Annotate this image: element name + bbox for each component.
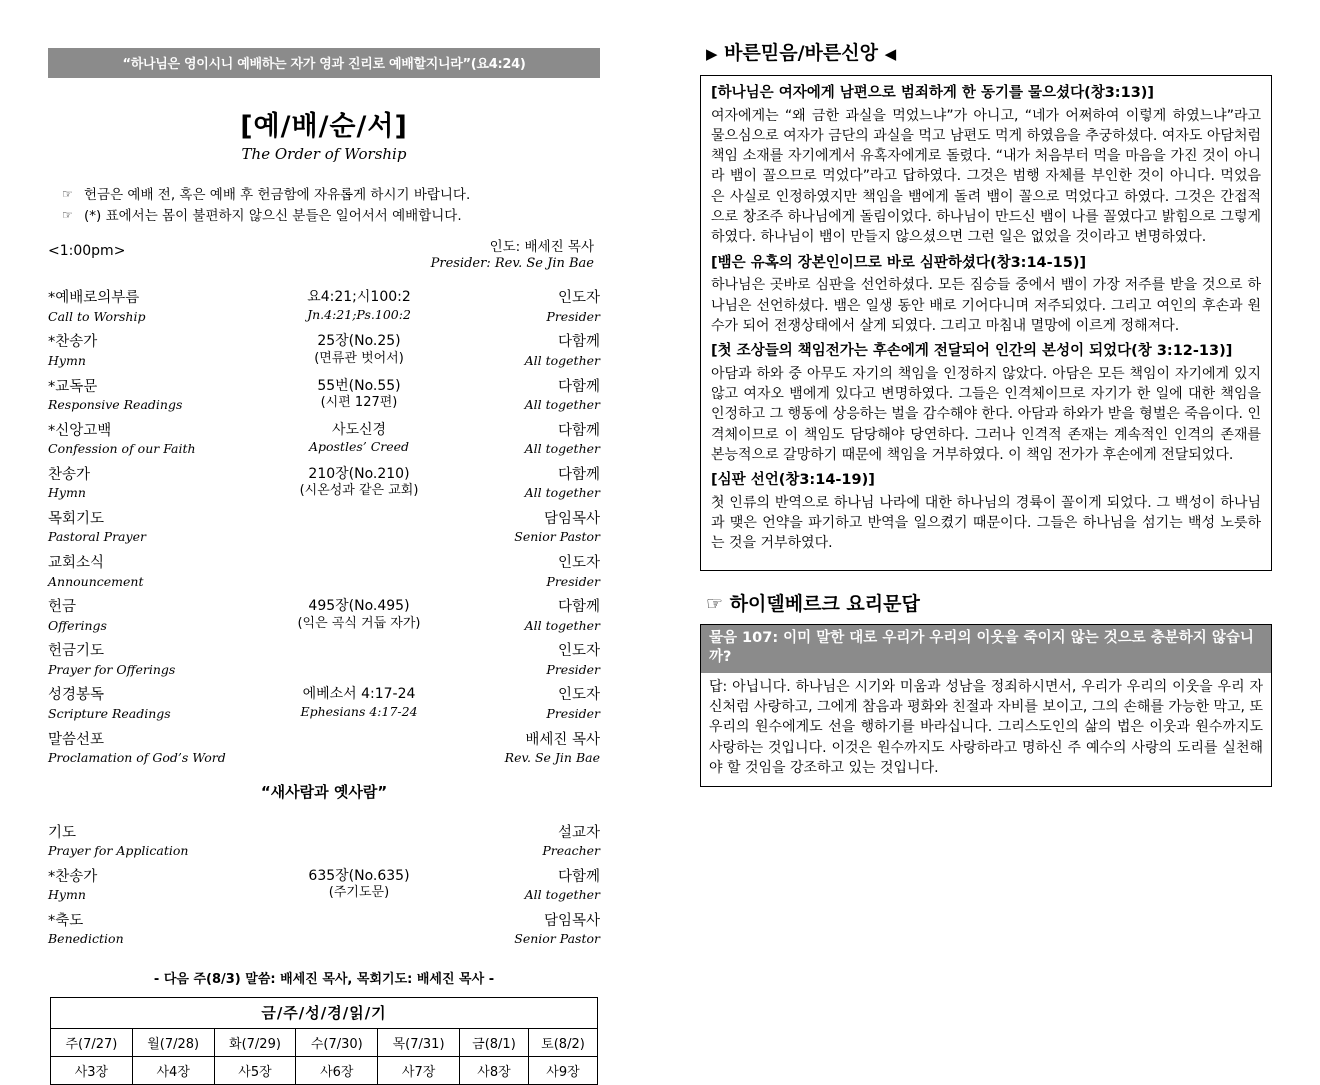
sermon-title: “새사람과 옛사람” <box>260 782 388 801</box>
note-item <box>62 185 600 206</box>
bible-reading-cell: 사6장 <box>296 1057 378 1085</box>
catechism-heading-text: 하이델베르크 요리문답 <box>729 592 920 615</box>
note-text: 헌금은 예배 전, 혹은 예배 후 헌금함에 자유롭게 하시기 바랍니다. <box>84 187 471 203</box>
triangle-right-icon: ▶ <box>706 45 718 63</box>
order-item-detail: 210장(No.210) (시온성과 같은 교회) <box>299 465 419 499</box>
table-row <box>48 908 600 952</box>
bible-table-title: 금/주/성/경/읽/기 <box>51 998 598 1029</box>
next-week-notice: - 다음 주(8/3) 말씀: 배세진 목사, 목회기도: 배세진 목사 - <box>153 972 495 988</box>
table-row <box>48 727 600 771</box>
catechism-answer: 답: 아닙니다. 하나님은 시기와 미움과 성남을 정죄하시면서, 우리가 우리의 이웃을 우리 자신처럼 사랑하고, 그에게 참음과 평화와 친절과 자비를 보이고, 그의 손해를 가능한 막고, 또 우리의 원수에게도 선을 행하기를 바라십니다. 그리스도인의 삶의 법은 이웃과 원수까지도 사랑하는 것입니다. 이것은 원수까지도 사랑하라고 명하신 주 예수의 사랑의 도리를 실천해야 할 것임을 강조하고 있는 것입니다. <box>709 678 1263 776</box>
table-row <box>48 820 600 864</box>
order-item-leader: 담임목사 Senior Pastor <box>514 912 600 947</box>
table-row <box>48 864 600 908</box>
order-item-name: 성경봉독 Scripture Readings <box>48 687 171 721</box>
bible-day-header: 수(7/30) <box>296 1029 378 1057</box>
table-row <box>48 462 600 506</box>
order-item-detail: 495장(No.495) (익은 곡식 거둡 자가) <box>297 598 421 631</box>
order-item-leader: 담임목사 Senior Pastor <box>514 510 600 545</box>
order-item-leader: 다함께 All together <box>524 422 600 457</box>
doctrine-section-heading: [뱀은 유혹의 장본인이므로 바로 심판하셨다(창3:14-15)] <box>711 254 1087 271</box>
page-title <box>48 104 600 163</box>
bible-reading-cell: 사7장 <box>378 1057 460 1085</box>
catechism-heading <box>700 589 1272 616</box>
order-item-name: 헌금기도 Prayer for Offerings <box>48 643 176 677</box>
order-item-detail <box>238 727 480 771</box>
order-item-name: 찬송가 Hymn <box>48 466 91 501</box>
order-item-leader: 인도자 Presider <box>546 687 600 721</box>
catechism-question: 물음 107: 이미 말한 대로 우리가 우리의 이웃을 죽이지 않는 것으로 충분하지 않습니까? <box>701 625 1271 673</box>
doctrine-column <box>700 38 1272 787</box>
bible-day-header: 월(7/28) <box>132 1029 214 1057</box>
bible-reading-cell: 사4장 <box>132 1057 214 1085</box>
bible-reading-table <box>50 997 598 1085</box>
order-item-leader: 다함께 All together <box>524 334 600 368</box>
order-item-detail: 에베소서 4:17-24 Ephesians 4:17-24 <box>300 686 418 719</box>
bible-day-header: 금(8/1) <box>459 1029 528 1057</box>
doctrine-section-heading: [첫 조상들의 책임전가는 후손에게 전달되어 인간의 본성이 되었다(창 3:12-13)] <box>711 343 1233 360</box>
order-item-name: *교독문 Responsive Readings <box>48 378 183 413</box>
order-item-name: 목회기도 Pastoral Prayer <box>48 510 146 545</box>
table-row <box>48 506 600 550</box>
table-row <box>48 418 600 462</box>
pointing-hand-icon: ☞ <box>62 187 73 201</box>
order-item-detail: 55번(No.55) (시편 127편) <box>317 377 401 411</box>
order-item-name <box>48 285 238 329</box>
doctrine-section-heading: [하나님은 여자에게 남편으로 범죄하게 한 동기를 물으셨다(창3:13)] <box>711 85 1155 101</box>
order-item-name: *축도 Benediction <box>48 912 124 947</box>
page-title-en: The Order of Worship <box>241 145 407 163</box>
note-item <box>62 206 600 227</box>
order-table-second <box>48 820 600 952</box>
table-row <box>48 374 600 418</box>
bible-day-header: 화(7/29) <box>214 1029 296 1057</box>
order-item-leader: 다함께 All together <box>524 868 600 903</box>
presider-block <box>48 239 600 273</box>
order-item-detail: 25장(No.25) (면류관 벗어서) <box>314 333 404 366</box>
order-item-detail <box>238 506 480 550</box>
order-item-name: 말씀선포 Proclamation of God’s Word <box>48 731 226 766</box>
order-item-kr: *예배로의부름 <box>48 290 140 307</box>
order-item-detail: 사도신경 Apostles’ Creed <box>308 421 410 455</box>
presider-kr: 인도: 배세진 목사 <box>489 238 594 255</box>
bible-reading-section <box>48 997 600 1085</box>
pointing-hand-icon: ☞ <box>706 592 724 615</box>
table-row <box>48 285 600 329</box>
order-item-leader: 설교자 Preacher <box>542 824 600 859</box>
order-item-name: 헌금 Offerings <box>48 599 107 633</box>
order-item-leader: 인도자 Presider <box>546 643 600 677</box>
doctrine-section-body: 여자에게는 “왜 금한 과실을 먹었느냐”가 아니고, “네가 어쩌하여 이렇게 하였느냐”라고 물으심으로 여자가 금단의 과실을 먹고 남편도 먹게 하였음을 추궁하셨다. 여자도 아담처럼 책임 소재를 자기에게서 유혹자에게로 돌렸다. “내가 처음부터 먹을 마음을 가진 것이 아니라 뱀이 꼴으므로 먹었다”라고 답하였다. 그것은 범행 자체를 부인한 것이 아니다. 먹었음은 사실로 인정하였지만 책임을 뱀에게 돌려 뱀이 꼴으로 먹었다고 하였다. 그것은 간접적으로 창조주 하나님에게 돌림이었다. 하나님이 만드신 뱀이 나를 꼴였다고 밝힘으로 그렇게 하였다. 하나님이 뱀이 만들지 않으셨으면 그런 일은 없었을 것이라고 변명하였다. <box>711 107 1261 246</box>
table-row <box>48 329 600 373</box>
doctrine-panel <box>700 75 1272 571</box>
doctrine-heading <box>700 38 1272 65</box>
doctrine-heading-text: 바른믿음/바른신앙 <box>724 42 878 64</box>
order-item-leader: 다함께 All together <box>524 378 600 413</box>
order-item-leader: 인도자 Presider <box>546 290 600 324</box>
table-row <box>48 638 600 682</box>
table-row <box>51 1057 598 1085</box>
verse-banner: “하나님은 영이시니 예배하는 자가 영과 진리로 예배할지니라”(요4:24) <box>48 48 600 78</box>
order-item-leader: 다함께 All together <box>524 466 600 501</box>
order-item-en: Call to Worship <box>48 308 146 324</box>
page-title-kr: [예/배/순/서] <box>240 111 408 142</box>
order-item-leader: 배세진 목사 Rev. Se Jin Bae <box>504 731 600 766</box>
bible-day-header: 토(8/2) <box>528 1029 597 1057</box>
order-table <box>48 285 600 770</box>
table-row <box>51 998 598 1029</box>
table-row <box>51 1029 598 1057</box>
order-item-name: 기도 Prayer for Application <box>48 824 189 859</box>
doctrine-section-body: 하나님은 곳바로 심판을 선언하셨다. 모든 짐승들 중에서 뱀이 가장 저주를 받을 것으로 하나님은 선언하셨다. 뱀은 일생 동안 배로 기어다니며 저주되었다. 그리고 여인의 후손과 원수가 되어 전쟁상태에서 살게 되였다. 그리고 마침내 멸망에 이르게 정해져다. <box>711 277 1261 334</box>
presider-en: Presider: Rev. Se Jin Bae <box>430 256 594 272</box>
order-of-worship-column <box>48 48 600 1085</box>
order-item-detail <box>238 908 480 952</box>
order-item-name: *신앙고백 Confession of our Faith <box>48 422 196 457</box>
bible-reading-cell: 사5장 <box>214 1057 296 1085</box>
doctrine-section-body: 아담과 하와 중 아무도 자기의 책임을 인정하지 않았다. 아담은 모든 책임이 자기에게 있지 않고 여자오 뱀에게 있다고 변명하였다. 그들은 인격체이므로 자기가 한 일에 대한 책임을 인정하고 그 행동에 상응하는 벌을 감수해야 한다. 아담과 하와가 받을 형벌은 죽음이다. 인격체이므로 이 책임도 담당해야 당연하다. 그러나 인격적 존재는 계속적인 인격의 존재를 본능적으로 갈망하기 때문에 책임을 거부하였다. 이 책임 전가가 후손에게 전달되었다. <box>711 365 1261 463</box>
order-item-leader: 다함께 All together <box>524 599 600 633</box>
table-row <box>48 550 600 594</box>
table-row <box>48 594 600 638</box>
order-item-detail <box>238 550 480 594</box>
bible-reading-cell: 사8장 <box>459 1057 528 1085</box>
order-item-name: *찬송가 Hymn <box>48 868 98 903</box>
bible-reading-cell: 사3장 <box>51 1057 133 1085</box>
bible-reading-cell: 사9장 <box>528 1057 597 1085</box>
table-row <box>48 682 600 726</box>
order-item-detail: 요4:21;시100:2 Jn.4:21;Ps.100:2 <box>307 289 411 322</box>
note-text: (*) 표에서는 몸이 불편하지 않으신 분들은 일어서서 예배합니다. <box>84 207 462 224</box>
order-item-detail <box>238 820 480 864</box>
doctrine-section-body: 첫 인류의 반역으로 하나님 나라에 대한 하나님의 경륙이 꼴이게 되었다. 그 백성이 하나님과 맺은 언약을 파기하고 반역을 일으켰기 때문이다. 그들은 하나님을 섬기는 백성 노릇하는 것을 거부하였다. <box>711 494 1261 552</box>
bible-day-header: 목(7/31) <box>378 1029 460 1057</box>
pointing-hand-icon: ☞ <box>62 207 73 222</box>
triangle-left-icon: ◀ <box>884 45 897 63</box>
doctrine-section-heading: [심판 선언(창3:14-19)] <box>711 472 875 489</box>
order-item-leader: 인도자 Presider <box>546 555 600 589</box>
order-item-name: *찬송가 Hymn <box>48 334 98 368</box>
worship-notes <box>48 185 600 227</box>
service-time: <1:00pm> <box>48 242 126 259</box>
bible-day-header: 주(7/27) <box>51 1029 133 1057</box>
order-item-detail: 635장(No.635) (주기도문) <box>308 867 410 901</box>
order-item-name: 교회소식 Announcement <box>48 555 144 589</box>
catechism-panel <box>700 624 1272 788</box>
order-item-detail <box>238 638 480 682</box>
